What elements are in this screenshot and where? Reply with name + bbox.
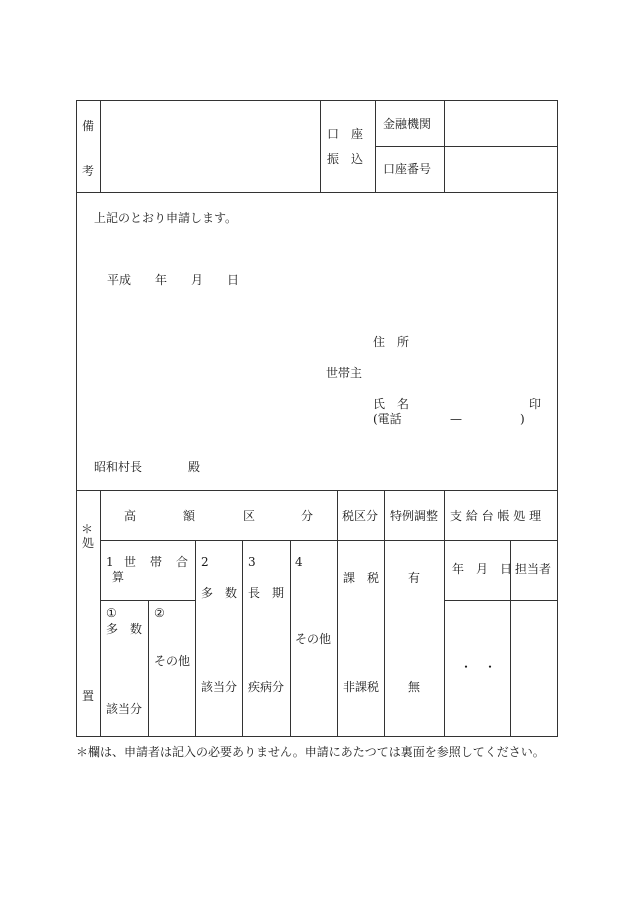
cat1-num: 1 — [106, 555, 114, 569]
special-adjustment-header: 特例調整 — [390, 509, 439, 523]
sub2-word: その他 — [154, 654, 191, 668]
honorific-label: 殿 — [188, 460, 201, 474]
cat3-bottom: 疾病分 — [248, 680, 285, 694]
high-cost-category-char-4: 分 — [301, 509, 314, 523]
cat3-num: 3 — [248, 555, 256, 569]
adjustment-yes: 有 — [408, 571, 421, 585]
processing-side-divider — [100, 490, 101, 737]
high-cost-category-char-2: 額 — [183, 509, 196, 523]
remarks-label-bottom: 考 — [82, 164, 95, 178]
phone-dash: — — [450, 412, 462, 426]
col-line-tax-adjust — [384, 490, 385, 737]
adjustment-no: 無 — [408, 680, 421, 694]
cat1-char-1: 世 — [124, 555, 137, 569]
addressee-label: 昭和村長 — [94, 460, 143, 474]
sub1-mark: ① — [106, 606, 117, 620]
high-cost-category-char-3: 区 — [243, 509, 256, 523]
cat4-word: その他 — [295, 632, 332, 646]
sub2-mark: ② — [154, 606, 165, 620]
cat1-char-4: 算 — [112, 570, 125, 584]
ledger-date-header: 年 月 日 — [452, 562, 513, 576]
account-number-field[interactable] — [445, 147, 557, 191]
ledger-staff-header: 担当者 — [515, 562, 552, 576]
cat2-num: 2 — [201, 555, 209, 569]
householder-label: 世帯主 — [326, 366, 363, 380]
col-line-sub1-sub2 — [148, 600, 149, 737]
account-transfer-label-2: 振 込 — [327, 152, 364, 166]
phone-open: (電話 — [373, 412, 402, 426]
sub1-word: 多 数 — [106, 622, 143, 636]
footnote: ＊欄は、申請者は記入の必要ありません。申請にあたつては裏面を参照してください。 — [76, 745, 545, 759]
sub1-bottom: 該当分 — [106, 702, 143, 716]
col-line-cat2-cat3 — [242, 540, 243, 737]
remarks-label-top: 備 — [82, 119, 95, 133]
non-taxable-label: 非課税 — [343, 680, 380, 694]
cat2-bottom: 該当分 — [201, 680, 238, 694]
cat2-word: 多 数 — [201, 586, 238, 600]
cat4-num: 4 — [295, 555, 303, 569]
col-line-cat1-cat2 — [195, 540, 196, 737]
ledger-staff-field[interactable] — [511, 601, 557, 736]
phone-close: ) — [520, 412, 525, 426]
application-date-line[interactable]: 平成 年 月 日 — [107, 273, 240, 287]
payment-ledger-header: 支 給 台 帳 処 理 — [450, 509, 542, 523]
col-line-cat4-tax — [337, 490, 338, 737]
seal-label: 印 — [529, 397, 542, 411]
cat1-char-2: 帯 — [150, 555, 163, 569]
application-statement: 上記のとおり申請します。 — [94, 211, 238, 225]
remarks-field-right-line — [320, 100, 321, 192]
remarks-field[interactable] — [101, 101, 319, 191]
processing-asterisk: ＊ — [81, 522, 94, 536]
processing-header-divider — [100, 540, 558, 541]
address-label: 住 所 — [373, 335, 410, 349]
account-transfer-label-1: 口 座 — [327, 127, 364, 141]
name-label: 氏 名 — [373, 397, 410, 411]
processing-side-label-top: 処 — [82, 536, 95, 550]
ledger-date-dots: ・ ・ — [460, 660, 497, 674]
ledger-date-field[interactable] — [445, 601, 509, 736]
high-cost-category-char-1: 高 — [124, 509, 137, 523]
account-number-label: 口座番号 — [383, 162, 432, 176]
financial-institution-field[interactable] — [445, 101, 557, 145]
cat3-word: 長 期 — [248, 586, 285, 600]
col-line-cat3-cat4 — [290, 540, 291, 737]
processing-side-label-bottom: 置 — [82, 689, 95, 703]
processing-section-top-line — [76, 490, 558, 491]
cat1-sub-divider — [100, 600, 195, 601]
top-section-bottom-line — [76, 192, 558, 193]
financial-institution-label: 金融機関 — [383, 117, 432, 131]
tax-category-header: 税区分 — [342, 509, 379, 523]
taxable-label: 課 税 — [343, 571, 380, 585]
cat1-char-3: 合 — [176, 555, 189, 569]
